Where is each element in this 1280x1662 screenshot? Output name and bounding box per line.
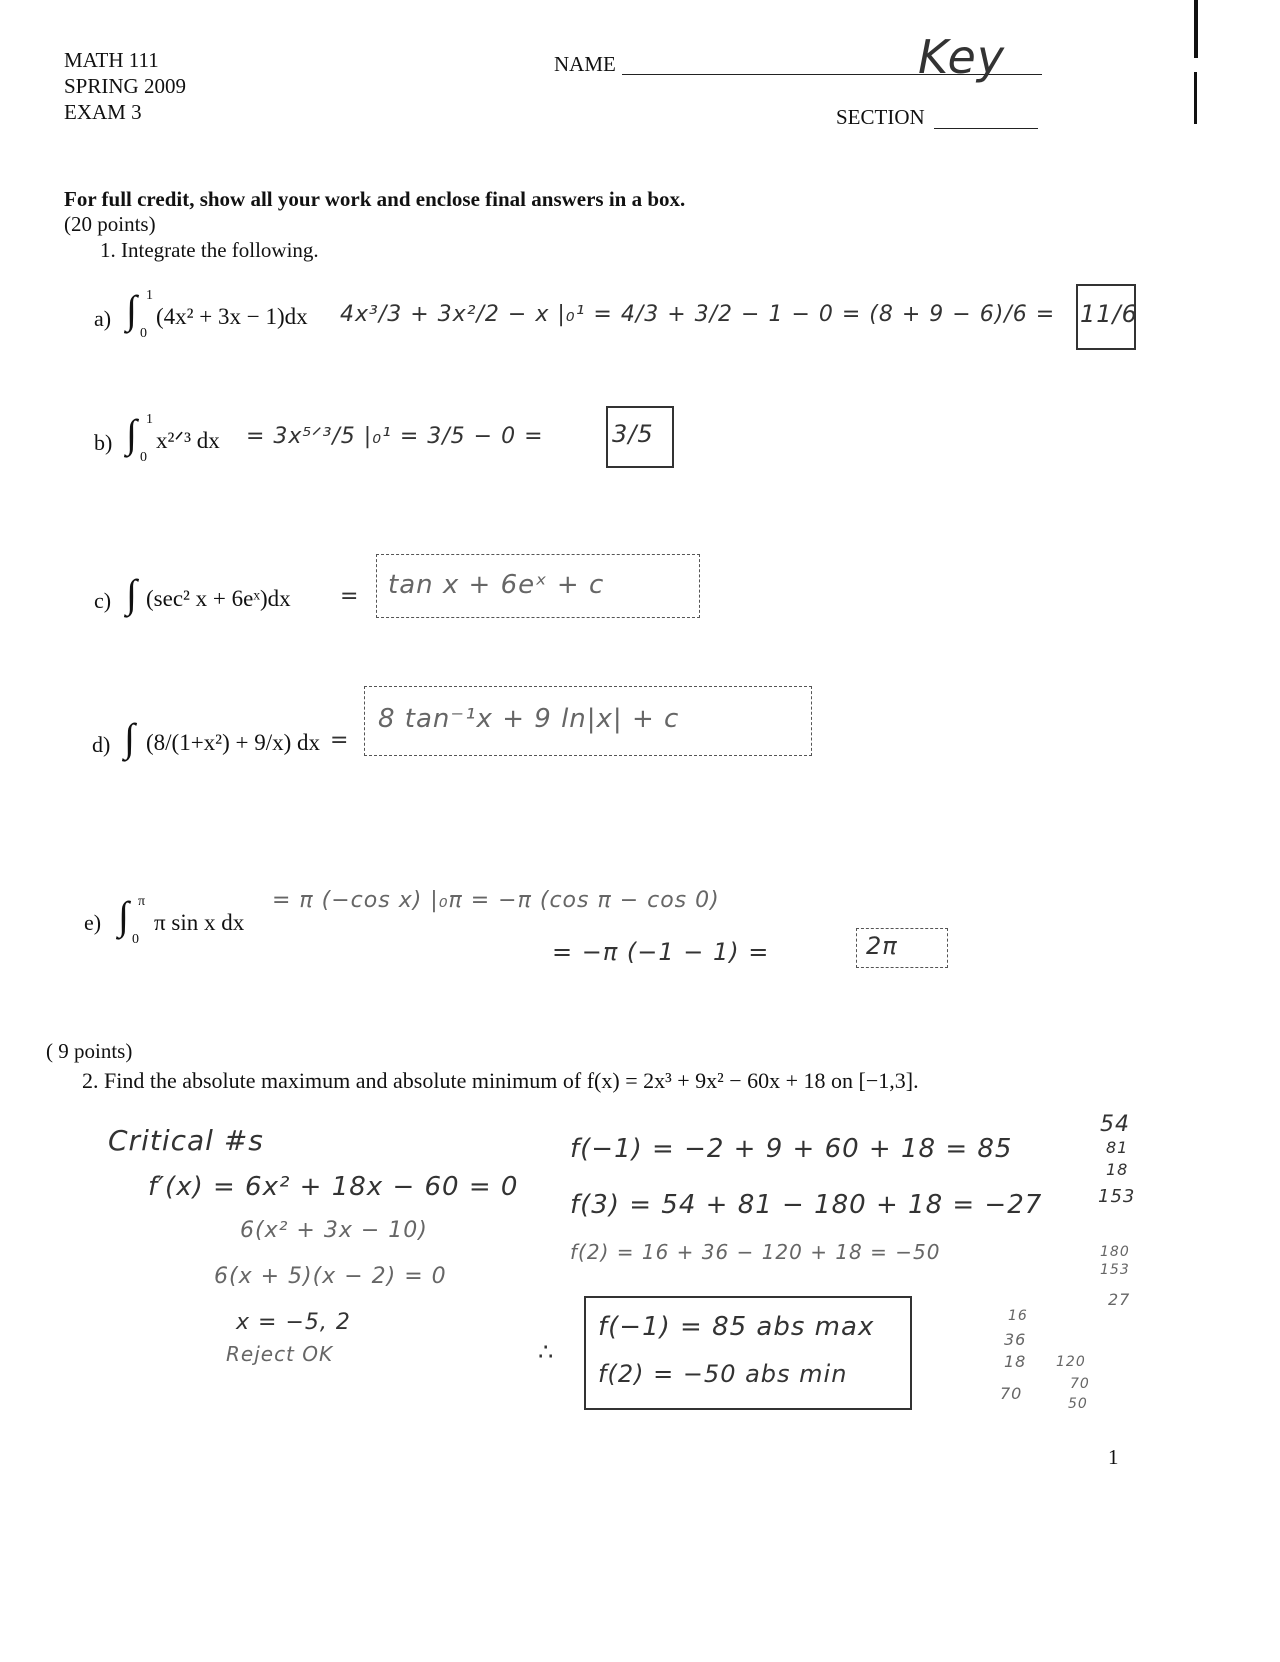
equals-sign: = bbox=[340, 584, 360, 609]
side-calc: 153 bbox=[1100, 1262, 1130, 1278]
integral-sign-icon: ∫ bbox=[126, 287, 137, 332]
q2-answer-max: f(−1) = 85 abs max bbox=[598, 1312, 875, 1342]
q1e-work-line1: = π (−cos x) |₀π = −π (cos π − cos 0) bbox=[272, 888, 720, 913]
side-calc: 180 bbox=[1100, 1244, 1130, 1260]
side-calc: 18 bbox=[1004, 1352, 1027, 1371]
q2-work-roots: x = −5, 2 bbox=[236, 1310, 351, 1335]
term: SPRING 2009 bbox=[64, 74, 186, 98]
therefore-icon: ∴ bbox=[538, 1338, 555, 1366]
exam-number: EXAM 3 bbox=[64, 100, 142, 124]
q1b-answer: 3/5 bbox=[612, 420, 654, 448]
q1d-expression: (8/(1+x²) + 9/x) dx bbox=[146, 730, 321, 755]
side-calc: 18 bbox=[1106, 1160, 1129, 1179]
q2-work-reject: Reject OK bbox=[226, 1342, 334, 1366]
lower-limit: 0 bbox=[140, 326, 147, 341]
section-label: SECTION bbox=[836, 105, 925, 129]
q1d-answer: 8 tan⁻¹x + 9 ln|x| + c bbox=[378, 704, 680, 734]
margin-mark bbox=[1194, 0, 1198, 58]
side-calc: 70 bbox=[1000, 1384, 1023, 1403]
q2-work-factored: 6(x + 5)(x − 2) = 0 bbox=[214, 1264, 447, 1289]
q2-eval-left: f(−1) = −2 + 9 + 60 + 18 = 85 bbox=[570, 1134, 1013, 1164]
q1a-answer: 11/6 bbox=[1080, 300, 1138, 328]
q1e-label: e) bbox=[84, 910, 102, 935]
q1a-expression: (4x² + 3x − 1)dx bbox=[156, 304, 308, 329]
name-handwritten: Key bbox=[918, 30, 1006, 84]
side-calc: 16 bbox=[1008, 1308, 1028, 1324]
integral-sign-icon: ∫ bbox=[124, 715, 135, 760]
side-calc: 27 bbox=[1108, 1290, 1131, 1309]
side-calc: 36 bbox=[1004, 1330, 1027, 1349]
q1e-work-line2: = −π (−1 − 1) = bbox=[552, 938, 770, 966]
q1-prompt: 1. Integrate the following. bbox=[100, 238, 319, 262]
q1a-label: a) bbox=[94, 306, 112, 331]
q1b-work: = 3x⁵ᐟ³/5 |₀¹ = 3/5 − 0 = bbox=[246, 424, 544, 449]
q1b-expression: x²ᐟ³ dx bbox=[156, 428, 220, 453]
q2-answer-min: f(2) = −50 abs min bbox=[598, 1360, 848, 1388]
q1d-label: d) bbox=[92, 732, 111, 757]
q1-points: (20 points) bbox=[64, 212, 156, 236]
side-calc: 120 bbox=[1056, 1354, 1086, 1370]
q1c-answer: tan x + 6eˣ + c bbox=[388, 570, 605, 600]
q1b-label: b) bbox=[94, 430, 113, 455]
q1a-work: 4x³/3 + 3x²/2 − x |₀¹ = 4/3 + 3/2 − 1 − 0 = (8 + 9 − 6)/6 = bbox=[340, 302, 1056, 327]
q2-points: ( 9 points) bbox=[46, 1039, 133, 1063]
q2-work-critical: Critical #s bbox=[108, 1124, 264, 1157]
upper-limit: 1 bbox=[146, 412, 153, 427]
margin-mark bbox=[1194, 72, 1197, 124]
upper-limit: 1 bbox=[146, 288, 153, 303]
upper-limit: π bbox=[138, 894, 146, 909]
integral-sign-icon: ∫ bbox=[118, 893, 129, 938]
q2-work-factor: 6(x² + 3x − 10) bbox=[240, 1218, 428, 1243]
q2-prompt: 2. Find the absolute maximum and absolute minimum of f(x) = 2x³ + 9x² − 60x + 18 on [−1,3]. bbox=[82, 1068, 919, 1093]
side-calc: 54 bbox=[1100, 1112, 1130, 1137]
side-calc: 153 bbox=[1098, 1186, 1136, 1207]
q2-eval-critical: f(2) = 16 + 36 − 120 + 18 = −50 bbox=[570, 1240, 941, 1264]
lower-limit: 0 bbox=[140, 450, 147, 465]
equals-sign: = bbox=[330, 728, 350, 753]
course-title: MATH 111 bbox=[64, 48, 159, 72]
side-calc: 81 bbox=[1106, 1138, 1129, 1157]
lower-limit: 0 bbox=[132, 932, 139, 947]
instructions: For full credit, show all your work and enclose final answers in a box. bbox=[64, 187, 686, 211]
q1e-answer: 2π bbox=[866, 932, 898, 960]
q2-work-derivative: f′(x) = 6x² + 18x − 60 = 0 bbox=[148, 1172, 519, 1202]
page-number: 1 bbox=[1108, 1445, 1119, 1469]
q1c-label: c) bbox=[94, 588, 112, 613]
q1e-expression: π sin x dx bbox=[154, 910, 245, 935]
side-calc: 50 bbox=[1068, 1396, 1088, 1412]
integral-sign-icon: ∫ bbox=[126, 411, 137, 456]
integral-sign-icon: ∫ bbox=[126, 571, 137, 616]
q1c-expression: (sec² x + 6eˣ)dx bbox=[146, 586, 291, 611]
section-line bbox=[934, 128, 1038, 129]
side-calc: 70 bbox=[1070, 1376, 1090, 1392]
name-label: NAME bbox=[554, 52, 616, 76]
q2-eval-right: f(3) = 54 + 81 − 180 + 18 = −27 bbox=[570, 1190, 1043, 1220]
